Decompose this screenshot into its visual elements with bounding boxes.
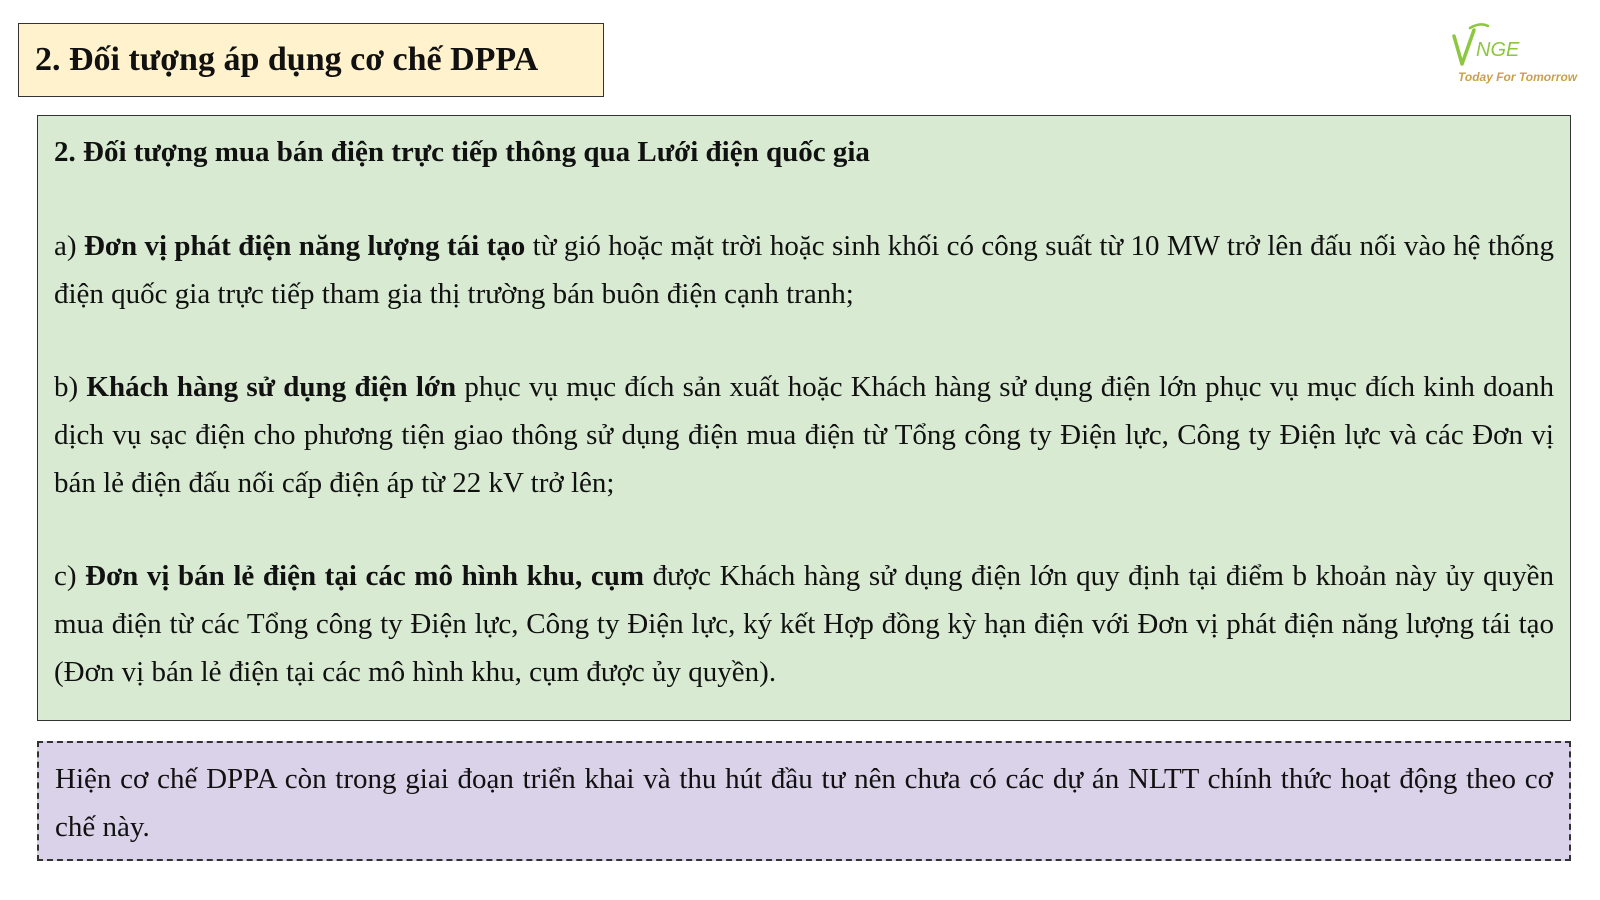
- section-heading: 2. Đối tượng mua bán điện trực tiếp thông qua Lưới điện quốc gia: [54, 136, 870, 168]
- item-a-text: từ gió hoặc mặt trời hoặc sinh khối có công suất từ 10 MW trở lên đấu nối vào hệ thống điện quốc gia trực tiếp tham gia thị trường bán buôn điện cạnh tranh;: [54, 230, 1555, 310]
- item-a-prefix: a): [54, 230, 84, 262]
- item-b-prefix: b): [54, 371, 87, 403]
- item-b-text: phục vụ mục đích sản xuất hoặc Khách hàng sử dụng điện lớn phục vụ mục đích kinh doanh dịch vụ sạc điện cho phương tiện giao thông sử dụng điện mua điện từ Tổng công ty Điện lực, Công ty Điện lực và các Đơn vị bán lẻ điện đấu nối cấp điện áp từ 22 kV trở lên;: [54, 371, 1554, 499]
- slide-title: 2. Đối tượng áp dụng cơ chế DPPA: [35, 41, 539, 78]
- item-c-bold: Đơn vị bán lẻ điện tại các mô hình khu, cụm: [85, 560, 644, 592]
- item-c: [54, 552, 1554, 696]
- item-a: [54, 222, 1554, 318]
- item-c-prefix: c): [54, 560, 86, 592]
- slide-title-box: [18, 23, 604, 97]
- svg-text:NGE: NGE: [1476, 39, 1520, 61]
- note-text: Hiện cơ chế DPPA còn trong giai đoạn triển khai và thu hút đầu tư nên chưa có các dự án NLTT chính thức hoạt động theo cơ chế này.: [55, 763, 1553, 843]
- item-b: [54, 363, 1554, 507]
- logo-tagline: Today For Tomorrow: [1458, 70, 1578, 84]
- item-b-bold: Khách hàng sử dụng điện lớn: [86, 371, 457, 403]
- item-c-text: được Khách hàng sử dụng điện lớn quy định tại điểm b khoản này ủy quyền mua điện từ các Tổng công ty Điện lực, Công ty Điện lực, ký kết Hợp đồng kỳ hạn điện với Đơn vị phát điện năng lượng tái tạo (Đơn vị bán lẻ điện tại các mô hình khu, cụm được ủy quyền).: [54, 560, 1554, 688]
- vnge-logo-mark: [1440, 22, 1590, 72]
- note-box: [37, 741, 1571, 861]
- content-box: [37, 115, 1571, 721]
- item-a-bold: Đơn vị phát điện năng lượng tái tạo: [83, 230, 526, 262]
- vnge-logo: [1440, 22, 1590, 92]
